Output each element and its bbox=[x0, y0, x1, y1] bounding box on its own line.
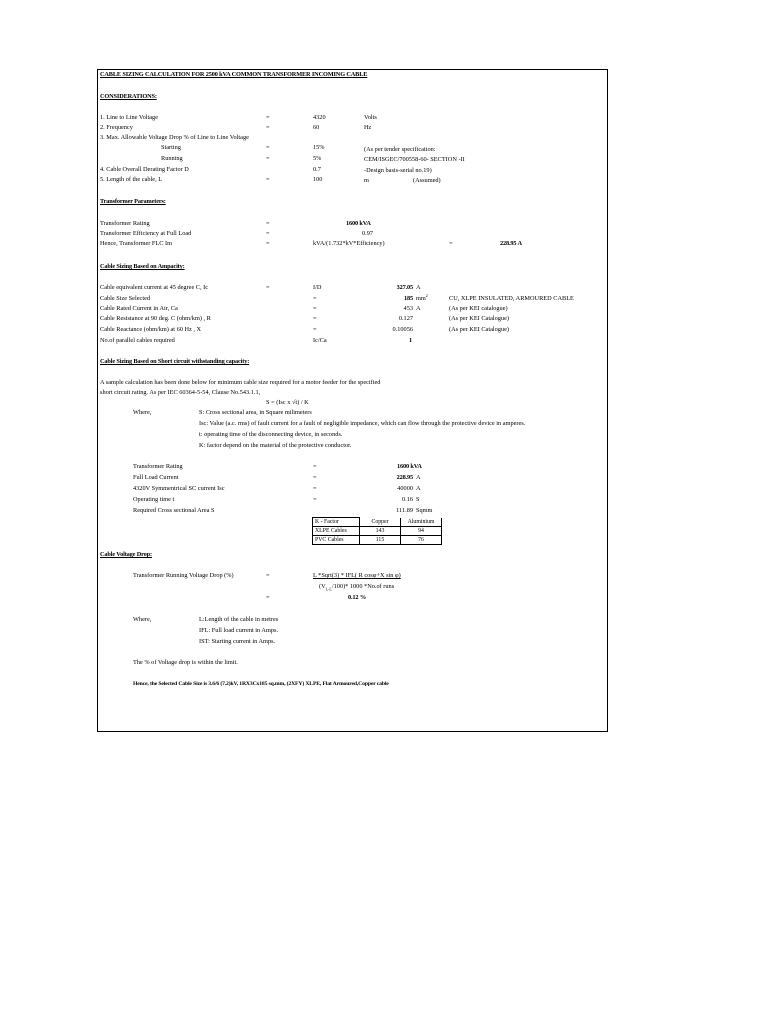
copper-value: 115 bbox=[360, 536, 401, 545]
sc-isc-unit: A bbox=[416, 485, 421, 492]
ca-value: 453 bbox=[403, 305, 413, 312]
vdrop-def-ifl: IFL: Full load current in Amps. bbox=[199, 627, 279, 634]
aluminium-header: Aluminium bbox=[401, 518, 442, 527]
k-factor-header-row bbox=[313, 518, 442, 527]
sc-time-label: Operating time t bbox=[133, 496, 175, 503]
vdrop-def-ist: IST: Starting current in Amps. bbox=[199, 638, 276, 645]
tx-rating-label: Transformer Rating bbox=[100, 220, 150, 227]
cable-size-unit: $mm^2$ bbox=[416, 292, 428, 302]
length-value: 100 bbox=[313, 176, 323, 183]
vdrop-denominator: $(V_{L-L}/100)*$ 1000 *No.of runs bbox=[319, 583, 395, 592]
conclusion: Hence, the Selected Cable Size is 3.6/6 (7.2)kV, 1RX3Cx185 sq.mm, (2XFY) XLPE, Flat Armoured,Copper cable bbox=[133, 681, 389, 687]
reactance-value: 0.10056 bbox=[392, 326, 413, 333]
tx-flc-eq: = bbox=[266, 240, 270, 247]
tx-flc-eq2: = bbox=[449, 240, 453, 247]
tx-flc-formula: kVA/(1.732*kV*Efficiency) bbox=[313, 240, 385, 247]
sc-def-s: S: Cross sectional area, in Square milimeters bbox=[199, 409, 312, 416]
derating-label: 4. Cable Overall Derating Factor D bbox=[100, 166, 189, 173]
running-value: 5% bbox=[313, 155, 322, 162]
sc-rating-value: 1600 kVA bbox=[397, 463, 422, 470]
parallel-formula: Ic/Ca bbox=[313, 337, 327, 344]
frequency-eq: = bbox=[266, 124, 270, 131]
tx-flc-label: Hence, Transformer FLC Im bbox=[100, 240, 173, 247]
resistance-value: 0.127 bbox=[398, 315, 413, 322]
voltage-unit: Volts bbox=[364, 114, 377, 121]
length-eq: = bbox=[266, 176, 270, 183]
starting-value: 15% bbox=[313, 144, 325, 151]
parallel-label: No.of parallel cables required bbox=[100, 337, 175, 344]
length-unit: m bbox=[364, 177, 369, 184]
vdrop-where: Where, bbox=[133, 616, 152, 623]
sc-heading: Cable Sizing Based on Short circuit withstanding capacity: bbox=[100, 358, 250, 365]
document-title: CABLE SIZING CALCULATION FOR 2500 kVA COMMON TRANSFORMER INCOMING CABLE bbox=[100, 71, 368, 78]
tx-rating-value: 1600 kVA bbox=[346, 220, 371, 227]
cable-size-note: CU, XLPE INSULATED, ARMOURED CABLE bbox=[449, 295, 574, 302]
voltage-eq: = bbox=[266, 114, 270, 121]
sc-def-k: K: factor depend on the material of the protective conductor. bbox=[199, 442, 352, 449]
sc-area-value: 111.89 bbox=[396, 507, 413, 514]
vdrop-value: 0.12 % bbox=[348, 594, 366, 601]
running-note: CEM/ISGEC/700558-60- SECTION -II bbox=[364, 156, 465, 163]
tx-efficiency-value: 0.97 bbox=[362, 230, 374, 237]
reactance-label: Cable Reactance (ohm/km) at 60 Hz , X bbox=[100, 326, 202, 333]
copper-header: Copper bbox=[360, 518, 401, 527]
cable-size-eq: = bbox=[313, 295, 317, 302]
reactance-note: (As per KEI Catalogue) bbox=[449, 326, 509, 333]
ic-label: Cable equivalent current at 45 degree C, Ic bbox=[100, 284, 209, 291]
tx-efficiency-eq: = bbox=[266, 230, 270, 237]
sc-area-label: Required Cross sectional Area S bbox=[133, 507, 215, 514]
sc-flc-eq: = bbox=[313, 474, 317, 481]
ca-unit: A bbox=[416, 305, 421, 312]
tx-rating-eq: = bbox=[266, 220, 270, 227]
row-name: XLPE Cables bbox=[313, 527, 360, 536]
sc-where: Where, bbox=[133, 409, 152, 416]
ic-formula: I/D bbox=[313, 284, 322, 291]
vdrop-label: 3. Max. Allowable Voltage Drop % of Line to Line Voltage bbox=[100, 134, 249, 141]
tx-flc-value: 228.95 A bbox=[500, 240, 522, 247]
ic-value: 327.05 bbox=[396, 284, 413, 291]
running-eq: = bbox=[266, 155, 270, 162]
vdrop-eq: = bbox=[266, 572, 270, 579]
length-note: (Assumed) bbox=[413, 177, 441, 184]
length-label: 5. Length of the cable, L bbox=[100, 176, 163, 183]
sc-time-eq: = bbox=[313, 496, 317, 503]
aluminium-value: 94 bbox=[401, 527, 442, 536]
sc-def-t: t: operating time of the disconnecting device, in seconds. bbox=[199, 431, 343, 438]
voltage-label: 1. Line to Line Voltage bbox=[100, 114, 159, 121]
k-factor-header: K - Factor bbox=[313, 518, 360, 527]
ic-eq: = bbox=[266, 284, 270, 291]
frequency-value: 60 bbox=[313, 124, 320, 131]
sc-time-unit: S bbox=[416, 496, 420, 503]
cable-size-label: Cable Size Selected bbox=[100, 295, 151, 302]
sc-isc-label: 4320V Symmentrical SC current Isc bbox=[133, 485, 225, 492]
frequency-unit: Hz bbox=[364, 124, 372, 131]
sc-flc-label: Full Load Current bbox=[133, 474, 179, 481]
vdrop-def-l: L:Length of the cable in metres bbox=[199, 616, 279, 623]
sc-intro-line2: short circuit rating. As per IEC 60364-5-54, Clause No.543.1.1, bbox=[100, 389, 261, 396]
sc-isc-value: 40000 bbox=[397, 485, 413, 492]
sc-rating-label: Transformer Rating bbox=[133, 463, 183, 470]
vdrop-heading: Cable Voltage Drop: bbox=[100, 551, 152, 558]
parallel-value: 1 bbox=[409, 337, 412, 344]
tx-efficiency-label: Transformer Efficiency at Full Load bbox=[100, 230, 192, 237]
voltage-value: 4320 bbox=[313, 114, 326, 121]
table-row bbox=[313, 527, 442, 536]
vdrop-label-running: Transformer Running Voltage Drop (%) bbox=[133, 572, 234, 579]
derating-note: -Design basis-serial no.19) bbox=[364, 167, 432, 174]
starting-note: (As per tender specification: bbox=[364, 146, 436, 153]
k-factor-table bbox=[312, 517, 442, 545]
vdrop-numerator: L *Sqrt(3) * IFL( R cosφ+X sin φ) bbox=[313, 572, 401, 579]
cable-size-value: 185 bbox=[404, 295, 413, 302]
sc-intro-line1: A sample calculation has been done below for minimum cable size required for a motor feeder for the specified bbox=[100, 379, 381, 386]
sc-flc-value: 228.95 bbox=[396, 474, 413, 481]
row-name: PVC Cables bbox=[313, 536, 360, 545]
sc-rating-eq: = bbox=[313, 463, 317, 470]
derating-value: 0.7 bbox=[313, 166, 321, 173]
running-label: Running bbox=[161, 155, 183, 162]
resistance-eq: = bbox=[313, 315, 317, 322]
ca-label: Cable Rated Current in Air, Ca bbox=[100, 305, 178, 312]
transformer-heading: Transformer Parameters: bbox=[100, 198, 166, 205]
resistance-note: (As per KEI Catalogue) bbox=[449, 315, 509, 322]
ca-eq: = bbox=[313, 305, 317, 312]
sc-isc-eq: = bbox=[313, 485, 317, 492]
sc-def-isc: Isc: Value (a.c. rms) of fault current for a fault of negligible impedance, which can flow through the protective device in amperes. bbox=[199, 420, 526, 427]
considerations-heading: CONSIDERATIONS: bbox=[100, 93, 157, 100]
frequency-label: 2. Frequency bbox=[100, 124, 133, 131]
table-row bbox=[313, 536, 442, 545]
resistance-label: Cable Resistance at 90 deg. C (ohm/km) , R bbox=[100, 315, 211, 322]
vdrop-within-limit: The % of Voltage drop is within the limit. bbox=[133, 659, 238, 666]
starting-label: Starting bbox=[161, 144, 181, 151]
sc-area-unit: Sqmm bbox=[416, 507, 433, 514]
sc-flc-unit: A bbox=[416, 474, 421, 481]
copper-value: 143 bbox=[360, 527, 401, 536]
sc-time-value: 0.16 bbox=[401, 496, 413, 503]
ampacity-heading: Cable Sizing Based on Ampacity: bbox=[100, 263, 185, 270]
starting-eq: = bbox=[266, 144, 270, 151]
aluminium-value: 76 bbox=[401, 536, 442, 545]
ca-note: (As per KEI catalogue) bbox=[449, 305, 508, 312]
ic-unit: A bbox=[416, 284, 421, 291]
vdrop-eq2: = bbox=[266, 594, 270, 601]
reactance-eq: = bbox=[313, 326, 317, 333]
sc-formula: S = (Isc x √t) / K bbox=[266, 399, 309, 406]
